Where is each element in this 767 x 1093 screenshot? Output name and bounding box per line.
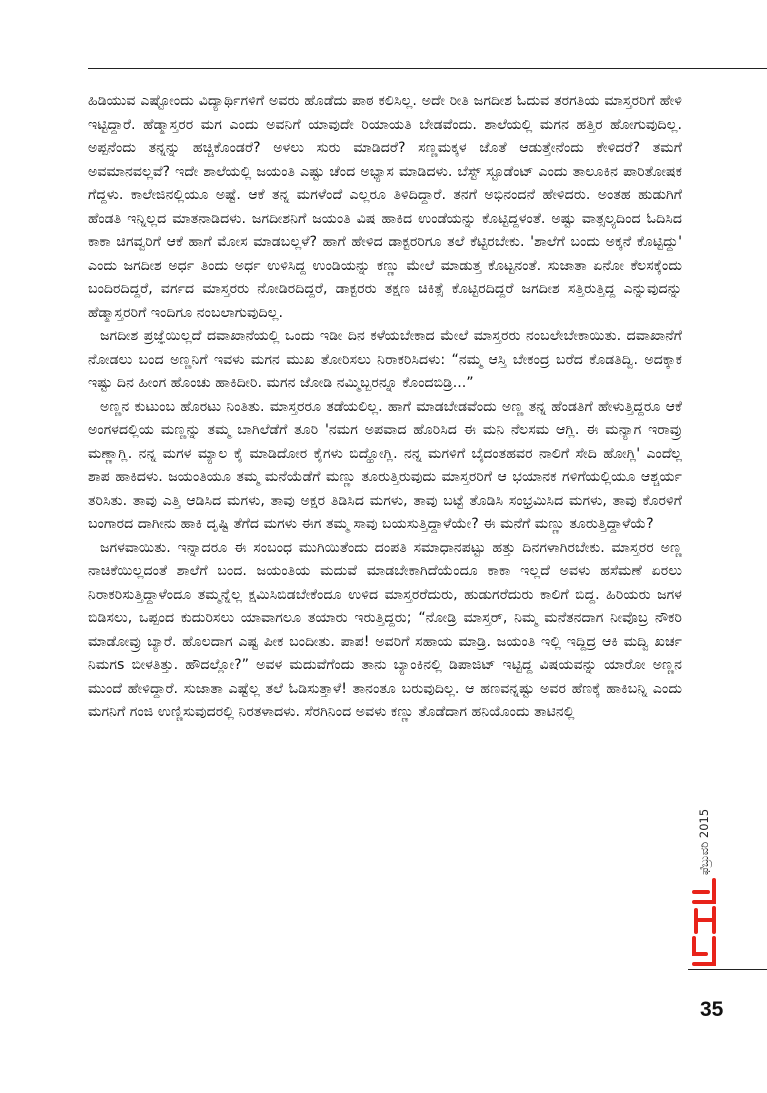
page-number: 35	[700, 998, 724, 1021]
article-body	[88, 90, 682, 725]
top-divider	[88, 68, 767, 69]
paragraph-3: ಅಣ್ಣನ ಕುಟುಂಬ ಹೊರಟು ನಿಂತಿತು. ಮಾಸ್ತರರೂ ತಡೆಯಲಿಲ್ಲ. ಹಾಗೆ ಮಾಡಬೇಡವೆಂದು ಅಣ್ಣ ತನ್ನ ಹೆಂಡತಿಗೆ ಹೇಳುತ್ತಿದ್ದರೂ ಆಕೆ ಅಂಗಳದಲ್ಲಿಯ ಮಣ್ಣನ್ನು ತಮ್ಮ ಬಾಗಿಲೆಡೆಗೆ ತೂರಿ 'ನಮಗ ಅಪವಾದ ಹೊರಿಸಿದ ಈ ಮನಿ ನೆಲಸಮ ಆಗ್ಲಿ. ಈ ಮನ್ಯಾಗ ಇರಾವ್ರು ಮಣ್ಣಾಗ್ಲಿ. ನನ್ನ ಮಗಳ ಮ್ಯಾಲ ಕೈ ಮಾಡಿದೋರ ಕೈಗಳು ಬಿದ್ಹೋಗ್ಲಿ. ನನ್ನ ಮಗಳಿಗೆ ಬೈದಂತಹವರ ನಾಲಿಗೆ ಸೇದಿ ಹೋಗ್ಲಿ' ಎಂದೆಲ್ಲ ಶಾಪ ಹಾಕಿದಳು. ಜಯಂತಿಯೂ ತಮ್ಮ ಮನೆಯೆಡೆಗೆ ಮಣ್ಣು ತೂರುತ್ತಿರುವುದು ಮಾಸ್ತರರಿಗೆ ಆ ಭಯಾನಕ ಗಳಿಗೆಯಲ್ಲಿಯೂ ಆಶ್ಚರ್ಯ ತರಿಸಿತು. ತಾವು ಎತ್ತಿ ಆಡಿಸಿದ ಮಗಳು, ತಾವು ಅಕ್ಷರ ತಿಡಿಸಿದ ಮಗಳು, ತಾವು ಬಟ್ಟೆ ತೊಡಿಸಿ ಸಂಭ್ರಮಿಸಿದ ಮಗಳು, ತಾವು ಕೊರಳಿಗೆ ಬಂಗಾರದ ದಾಗೀನು ಹಾಕಿ ದೃಷ್ಟಿ ತೆಗೆದ ಮಗಳು ಈಗ ತಮ್ಮ ಸಾವು ಬಯಸುತ್ತಿದ್ದಾಳೆಯೇ? ಈ ಮನೆಗೆ ಮಣ್ಣು ತೂರುತ್ತಿದ್ದಾಳೆಯೆ?	[88, 398, 682, 532]
paragraph-4: ಜಗಳವಾಯಿತು. ಇನ್ನಾದರೂ ಈ ಸಂಬಂಧ ಮುಗಿಯಿತೆಂದು ದಂಪತಿ ಸಮಾಧಾನಪಟ್ಟು ಹತ್ತು ದಿನಗಳಾಗಿರಬೇಕು. ಮಾಸ್ತರರ ಅಣ್ಣ ನಾಚಿಕೆಯಿಲ್ಲದಂತೆ ಶಾಲೆಗೆ ಬಂದ. ಜಯಂತಿಯ ಮದುವೆ ಮಾಡಬೇಕಾಗಿದೆಯೆಂದೂ ಕಾಕಾ ಇಲ್ಲದೆ ಅವಳು ಹಸೆಮಣೆ ಏರಲು ನಿರಾಕರಿಸುತ್ತಿದ್ದಾಳೆಂದೂ ತಮ್ಮನ್ನೆಲ್ಲ ಕ್ಷಮಿಸಿಬಿಡಬೇಕೆಂದೂ ಉಳಿದ ಮಾಸ್ತರರೆದುರು, ಹುಡುಗರೆದುರು ಕಾಲಿಗೆ ಬಿದ್ದ. ಹಿರಿಯರು ಜಗಳ ಬಿಡಿಸಲು, ಒಪ್ಪಂದ ಕುದುರಿಸಲು ಯಾವಾಗಲೂ ತಯಾರು ಇರುತ್ತಿದ್ದರು; “ನೋಡ್ರಿ ಮಾಸ್ತರ್, ನಿಮ್ಮ ಮನೆತನದಾಗ ನೀವೊಬ್ರ ನೌಕರಿ ಮಾಡೋವ್ರು ಬ್ಯಾರೆ. ಹೊಲದಾಗ ಎಷ್ಟ ಪೀಕ ಬಂದೀತು. ಪಾಪ! ಅವರಿಗೆ ಸಹಾಯ ಮಾಡ್ರಿ. ಜಯಂತಿ ಇಲ್ಲಿ ಇದ್ದಿದ್ರ ಆಕಿ ಮದ್ವಿ ಖರ್ಚ ನಿಮಗs ಬೀಳತಿತ್ತು. ಹೌದಲ್ಲೋ?” ಅವಳ ಮದುವೆಗೆಂದು ತಾನು ಬ್ಯಾಂಕಿನಲ್ಲಿ ಡಿಪಾಜಿಟ್ ಇಟ್ಟಿದ್ದ ವಿಷಯವನ್ನು ಯಾರೋ ಅಣ್ಣನ ಮುಂದೆ ಹೇಳಿದ್ದಾರೆ. ಸುಜಾತಾ ಎಷ್ಟೆಲ್ಲ ತಲೆ ಓಡಿಸುತ್ತಾಳೆ! ತಾನಂತೂ ಬರುವುದಿಲ್ಲ. ಆ ಹಣವನ್ನಷ್ಟು ಅವರ ಹೆಣಕ್ಕೆ ಹಾಕಿಬನ್ನಿ ಎಂದು ಮಗನಿಗೆ ಗಂಜಿ ಉಣ್ಣಿಸುವುದರಲ್ಲಿ ನಿರತಳಾದಳು. ಸೆರಗಿನಿಂದ ಅವಳು ಕಣ್ಣು ತೊಡೆದಾಗ ಹನಿಯೊಂದು ತಾಟಿನಲ್ಲಿ	[88, 539, 682, 720]
mayura-logo-icon	[688, 876, 718, 968]
magazine-logo	[688, 876, 718, 968]
paragraph-2: ಜಗದೀಶ ಪ್ರಜ್ಞೆಯಿಲ್ಲದೆ ದವಾಖಾನೆಯಲ್ಲಿ ಒಂದು ಇಡೀ ದಿನ ಕಳೆಯಬೇಕಾದ ಮೇಲೆ ಮಾಸ್ತರರು ನಂಬಲೇಬೇಕಾಯಿತು. ದವಾಖಾನೆಗೆ ನೋಡಲು ಬಂದ ಅಣ್ಣನಿಗೆ ಇವಳು ಮಗನ ಮುಖ ತೋರಿಸಲು ನಿರಾಕರಿಸಿದಳು: “ನಮ್ಮ ಆಸ್ತಿ ಬೇಕಂದ್ರ ಬರೆದ ಕೊಡತಿದ್ವಿ. ಅದಕ್ಕಾಕ ಇಷ್ಟು ದಿನ ಹೀಂಗ ಹೊಂಚು ಹಾಕಿದೀರಿ. ಮಗನ ಜೋಡಿ ನಮ್ಮಿಬ್ಬರನ್ನೂ ಕೊಂದಬಿಡ್ರಿ...”	[88, 328, 682, 391]
paragraph-1: ಹಿಡಿಯುವ ಎಷ್ಟೋಂದು ವಿದ್ಯಾರ್ಥಿಗಳಿಗೆ ಅವರು ಹೊಡೆದು ಪಾಠ ಕಲಿಸಿಲ್ಲ. ಅದೇ ರೀತಿ ಜಗದೀಶ ಓದುವ ತರಗತಿಯ ಮಾಸ್ತರರಿಗೆ ಹೇಳಿ ಇಟ್ಟಿದ್ದಾರೆ. ಹೆಡ್ಮಾಸ್ತರರ ಮಗ ಎಂದು ಅವನಿಗೆ ಯಾವುದೇ ರಿಯಾಯತಿ ಬೇಡವೆಂದು. ಶಾಲೆಯಲ್ಲಿ ಮಗನ ಹತ್ತಿರ ಹೋಗುವುದಿಲ್ಲ. ಅಪ್ಪನೆಂದು ತನ್ನನ್ನು ಹಚ್ಚಿಕೊಂಡರೆ? ಅಳಲು ಸುರು ಮಾಡಿದರೆ? ಸಣ್ಣಮಕ್ಕಳ ಜೊತೆ ಆಡುತ್ತೇನೆಂದು ಕೇಳಿದರೆ? ತಮಗೆ ಅವಮಾನವಲ್ಲವೆ? ಇದೇ ಶಾಲೆಯಲ್ಲಿ ಜಯಂತಿ ಎಷ್ಟು ಚೆಂದ ಅಭ್ಯಾಸ ಮಾಡಿದಳು. ಬೆಸ್ಟ್ ಸ್ಟೂಡೆಂಟ್ ಎಂದು ತಾಲೂಕಿನ ಪಾರಿತೋಷಕ ಗೆದ್ದಳು. ಕಾಲೇಜಿನಲ್ಲಿಯೂ ಅಷ್ಟೆ. ಆಕೆ ತನ್ನ ಮಗಳೆಂದೆ ಎಲ್ಲರೂ ತಿಳಿದಿದ್ದಾರೆ. ತನಗೆ ಅಭಿನಂದನೆ ಹೇಳಿದರು. ಅಂತಹ ಹುಡುಗಿಗೆ ಹೆಂಡತಿ ಇನ್ನಿಲ್ಲದ ಮಾತನಾಡಿದಳು. ಜಗದೀಶನಿಗೆ ಜಯಂತಿ ವಿಷ ಹಾಕಿದ ಉಂಡೆಯನ್ನು ಕೊಟ್ಟಿದ್ದಳಂತೆ. ಅಷ್ಟು ವಾತ್ಸಲ್ಯದಿಂದ ಓದಿಸಿದ ಕಾಕಾ ಚಿಗವ್ವರಿಗೆ ಆಕೆ ಹಾಗೆ ಮೋಸ ಮಾಡಬಲ್ಲಳೆ? ಹಾಗೆ ಹೇಳಿದ ಡಾಕ್ಟರರಿಗೂ ತಲೆ ಕೆಟ್ಟಿರಬೇಕು. 'ಶಾಲೆಗೆ ಬಂದು ಅಕ್ಕನೆ ಕೊಟ್ಟಿದ್ದು' ಎಂದು ಜಗದೀಶ ಅರ್ಧ ತಿಂದು ಅರ್ಧ ಉಳಿಸಿದ್ದ ಉಂಡಿಯನ್ನು ಕಣ್ಣು ಮೇಲೆ ಮಾಡುತ್ತ ಕೊಟ್ಟನಂತೆ. ಸುಜಾತಾ ಏನೋ ಕೆಲಸಕ್ಕೆಂದು ಬಂದಿರದಿದ್ದರೆ, ವರ್ಗದ ಮಾಸ್ತರರು ನೋಡಿರದಿದ್ದರೆ, ಡಾಕ್ಟರರು ತಕ್ಷಣ ಚಿಕಿತ್ಸೆ ಕೊಟ್ಟಿರದಿದ್ದರೆ ಜಗದೀಶ ಸತ್ತಿರುತ್ತಿದ್ದ ಎನ್ನುವುದನ್ನು ಹೆಡ್ಮಾಸ್ತರರಿಗೆ ಇಂದಿಗೂ ನಂಬಲಾಗುವುದಿಲ್ಲ.	[88, 93, 682, 321]
page-number-divider	[688, 969, 767, 970]
issue-date: ಫೆಬ್ರುವರಿ 2015	[697, 808, 711, 875]
